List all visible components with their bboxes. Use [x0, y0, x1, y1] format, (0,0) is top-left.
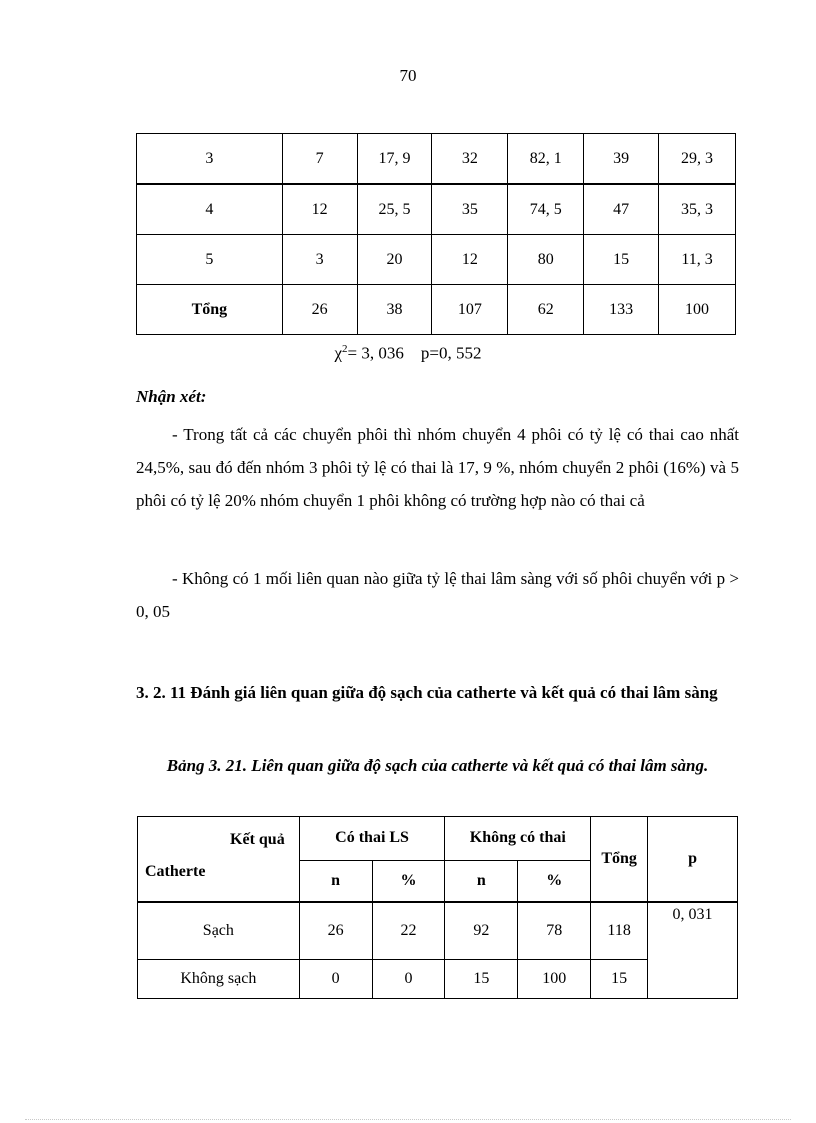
cell-pct-pregnant: 0	[372, 960, 445, 999]
row-label-cell: 3	[137, 134, 283, 185]
table-cell: 74, 5	[508, 184, 584, 235]
header-pregnant: Có thai LS	[299, 817, 445, 861]
table-cell: 25, 5	[357, 184, 432, 235]
table-cell: 100	[659, 285, 736, 335]
cell-total: 15	[591, 960, 648, 999]
corner-header-catheter: Catherte	[145, 863, 206, 880]
header-p: p	[648, 817, 738, 903]
remark-title: Nhận xét:	[136, 387, 207, 406]
table-cell: 29, 3	[659, 134, 736, 185]
remark-paragraph-2: - Không có 1 mối liên quan nào giữa tỷ lệ thai lâm sàng với số phôi chuyển với p > 0, 05	[136, 569, 739, 621]
footer-dotted-line	[25, 1119, 791, 1120]
table-cell: 12	[282, 184, 357, 235]
sub-header-n: n	[299, 860, 372, 902]
table-cell: 107	[432, 285, 508, 335]
chi-square-result: $\chi^2= 3$, 036 p=0, 552	[334, 343, 482, 363]
sub-header-pct: %	[518, 860, 591, 902]
table-cell: 35	[432, 184, 508, 235]
cell-total: 118	[591, 902, 648, 960]
table-caption: Bảng 3. 21. Liên quan giữa độ sạch của catherte và kết quả có thai lâm sàng.	[166, 756, 709, 775]
table-row	[137, 184, 736, 235]
header-total: Tổng	[591, 817, 648, 903]
table-cell: 62	[508, 285, 584, 335]
table-cell: 20	[357, 235, 432, 285]
table-cell: 15	[584, 235, 659, 285]
catheter-cleanliness-table	[137, 816, 738, 999]
corner-header-cell	[138, 817, 300, 903]
table-row	[137, 134, 736, 185]
table-cell: 12	[432, 235, 508, 285]
table-cell: 39	[584, 134, 659, 185]
row-label-cell: Tổng	[137, 285, 283, 335]
sub-header-pct: %	[372, 860, 445, 902]
table-row	[137, 285, 736, 335]
table-cell: 133	[584, 285, 659, 335]
remark-paragraph-1: - Trong tất cả các chuyển phôi thì nhóm chuyển 4 phôi có tỷ lệ có thai cao nhất 24,5%, sau đó đến nhóm 3 phôi tỷ lệ có thai là 17, 9 %, nhóm chuyển 2 phôi (16%) và 5 phôi có tỷ lệ 20% nhóm chuyển 1 phôi không có trường hợp nào có thai cả	[136, 425, 739, 510]
row-label-not-clean: Không sạch	[138, 960, 300, 999]
table-cell: 7	[282, 134, 357, 185]
table-cell: 32	[432, 134, 508, 185]
pregnancy-by-embryo-count-table	[136, 133, 736, 335]
cell-n-pregnant: 26	[299, 902, 372, 960]
table-row	[137, 235, 736, 285]
cell-p-value: 0, 031	[648, 902, 738, 999]
cell-pct-not-pregnant: 100	[518, 960, 591, 999]
page-number: 70	[399, 66, 417, 85]
cell-n-pregnant: 0	[299, 960, 372, 999]
table-cell: 35, 3	[659, 184, 736, 235]
sub-header-n: n	[445, 860, 518, 902]
table-cell: 82, 1	[508, 134, 584, 185]
cell-pct-not-pregnant: 78	[518, 902, 591, 960]
table-cell: 26	[282, 285, 357, 335]
table-cell: 80	[508, 235, 584, 285]
table-cell: 38	[357, 285, 432, 335]
header-not-pregnant: Không có thai	[445, 817, 591, 861]
table-cell: 3	[282, 235, 357, 285]
row-label-cell: 4	[137, 184, 283, 235]
row-label-clean: Sạch	[138, 902, 300, 960]
corner-header-result: Kết quả	[230, 831, 285, 848]
row-label-cell: 5	[137, 235, 283, 285]
section-heading: 3. 2. 11 Đánh giá liên quan giữa độ sạch của catherte và kết quả có thai lâm sàng	[136, 683, 718, 702]
table-cell: 11, 3	[659, 235, 736, 285]
cell-n-not-pregnant: 92	[445, 902, 518, 960]
cell-n-not-pregnant: 15	[445, 960, 518, 999]
table-cell: 17, 9	[357, 134, 432, 185]
cell-pct-pregnant: 22	[372, 902, 445, 960]
table-cell: 47	[584, 184, 659, 235]
